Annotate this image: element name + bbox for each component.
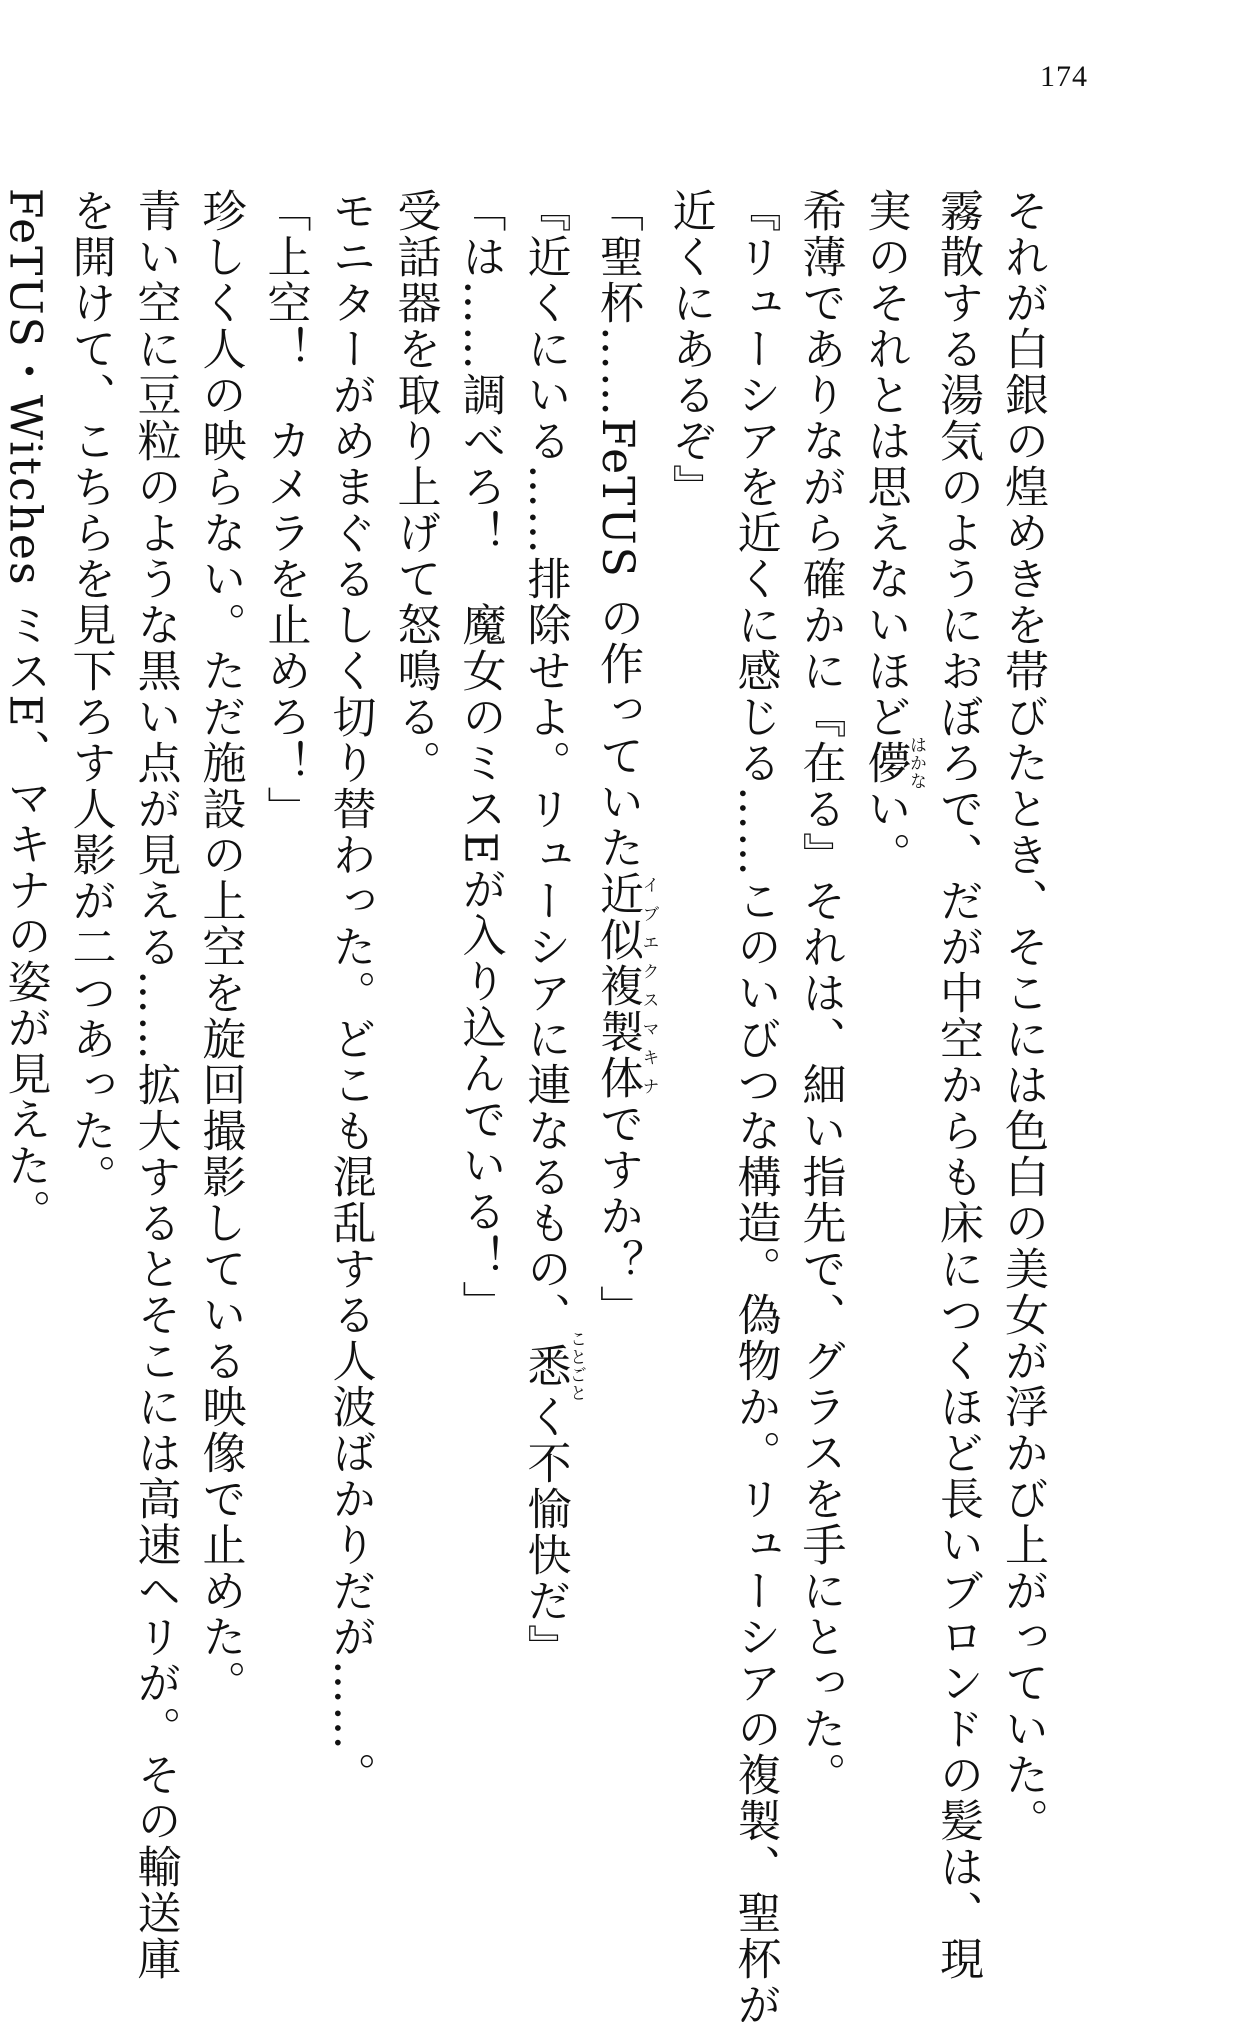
ruby-hakana: [859, 736, 926, 790]
text-line-8-main: 『近くにいる……排除せよ。リューシアに連なるもの、: [519, 188, 571, 1338]
text-line-6: 近くにあるぞ』: [664, 188, 716, 510]
text-line-11: モニターがめまぐるしく切り替わった。どこも混乱する人波ばかりだが……。: [324, 188, 376, 1798]
text-line-3-tail: い。: [859, 786, 911, 878]
text-line-12: 「上空！ カメラを止めろ！」: [259, 188, 311, 832]
ruby-hakana-reading: はかな: [906, 736, 926, 790]
text-line-3: [853, 188, 926, 1538]
text-line-9: 「は……調べろ！ 魔女のミスEが入り込んでいる！」: [454, 188, 506, 1327]
text-line-10: 受話器を取り上げて怒鳴る。: [389, 188, 441, 786]
ruby-ibuekusumakina-base: 近似複製体: [592, 870, 643, 1101]
ruby-kotogotoku-reading: ことごと: [566, 1330, 586, 1402]
text-line-7-main: 「聖杯……FeTUS の作っていた: [592, 188, 643, 871]
text-line-16: FeTUS・Witches ミスE、マキナの姿が見えた。: [0, 188, 51, 1235]
text-line-15: を開けて、こちらを見下ろす人影が二つあった。: [64, 188, 116, 1200]
text-line-8-tail: く不愉快だ』: [519, 1394, 571, 1670]
text-line-7: [585, 188, 658, 1538]
ruby-kotogotoku-base: 悉: [519, 1330, 571, 1402]
text-line-1: それが白銀の煌めきを帯びたとき、そこには色白の美女が浮かび上がっていた。: [997, 188, 1048, 1844]
text-line-13: 珍しく人の映らない。ただ施設の上空を旋回撮影している映像で止めた。: [194, 188, 246, 1706]
vertical-body-text: [0, 188, 1055, 2028]
ruby-kotogotoku: [519, 1330, 586, 1402]
ruby-ibuekusumakina: [592, 870, 659, 1101]
text-line-14: 青い空に豆粒のような黒い点が見える……拡大するとそこには高速ヘリが。その輸送庫: [129, 188, 181, 1982]
text-line-4: 希薄でありながら確かに『在る』それは、細い指先で、グラスを手にとった。: [794, 188, 846, 1798]
text-line-5: 『リューシアを近くに感じる……このいびつな構造。偽物か。リューシアの複製、聖杯が: [729, 188, 781, 2028]
text-line-8: [513, 188, 586, 1670]
ruby-hakana-base: 儚: [859, 736, 911, 790]
text-line-7-tail: ですか？」: [592, 1100, 643, 1331]
text-line-2: 霧散する湯気のようにおぼろで、だが中空からも床につくほど長いブロンドの髪は、現: [932, 188, 983, 1982]
ruby-ibuekusumakina-reading: イブエクスマキナ: [638, 870, 659, 1101]
page-number: 174: [1040, 60, 1088, 93]
text-line-3-main: 実のそれとは思えないほど: [859, 188, 911, 740]
